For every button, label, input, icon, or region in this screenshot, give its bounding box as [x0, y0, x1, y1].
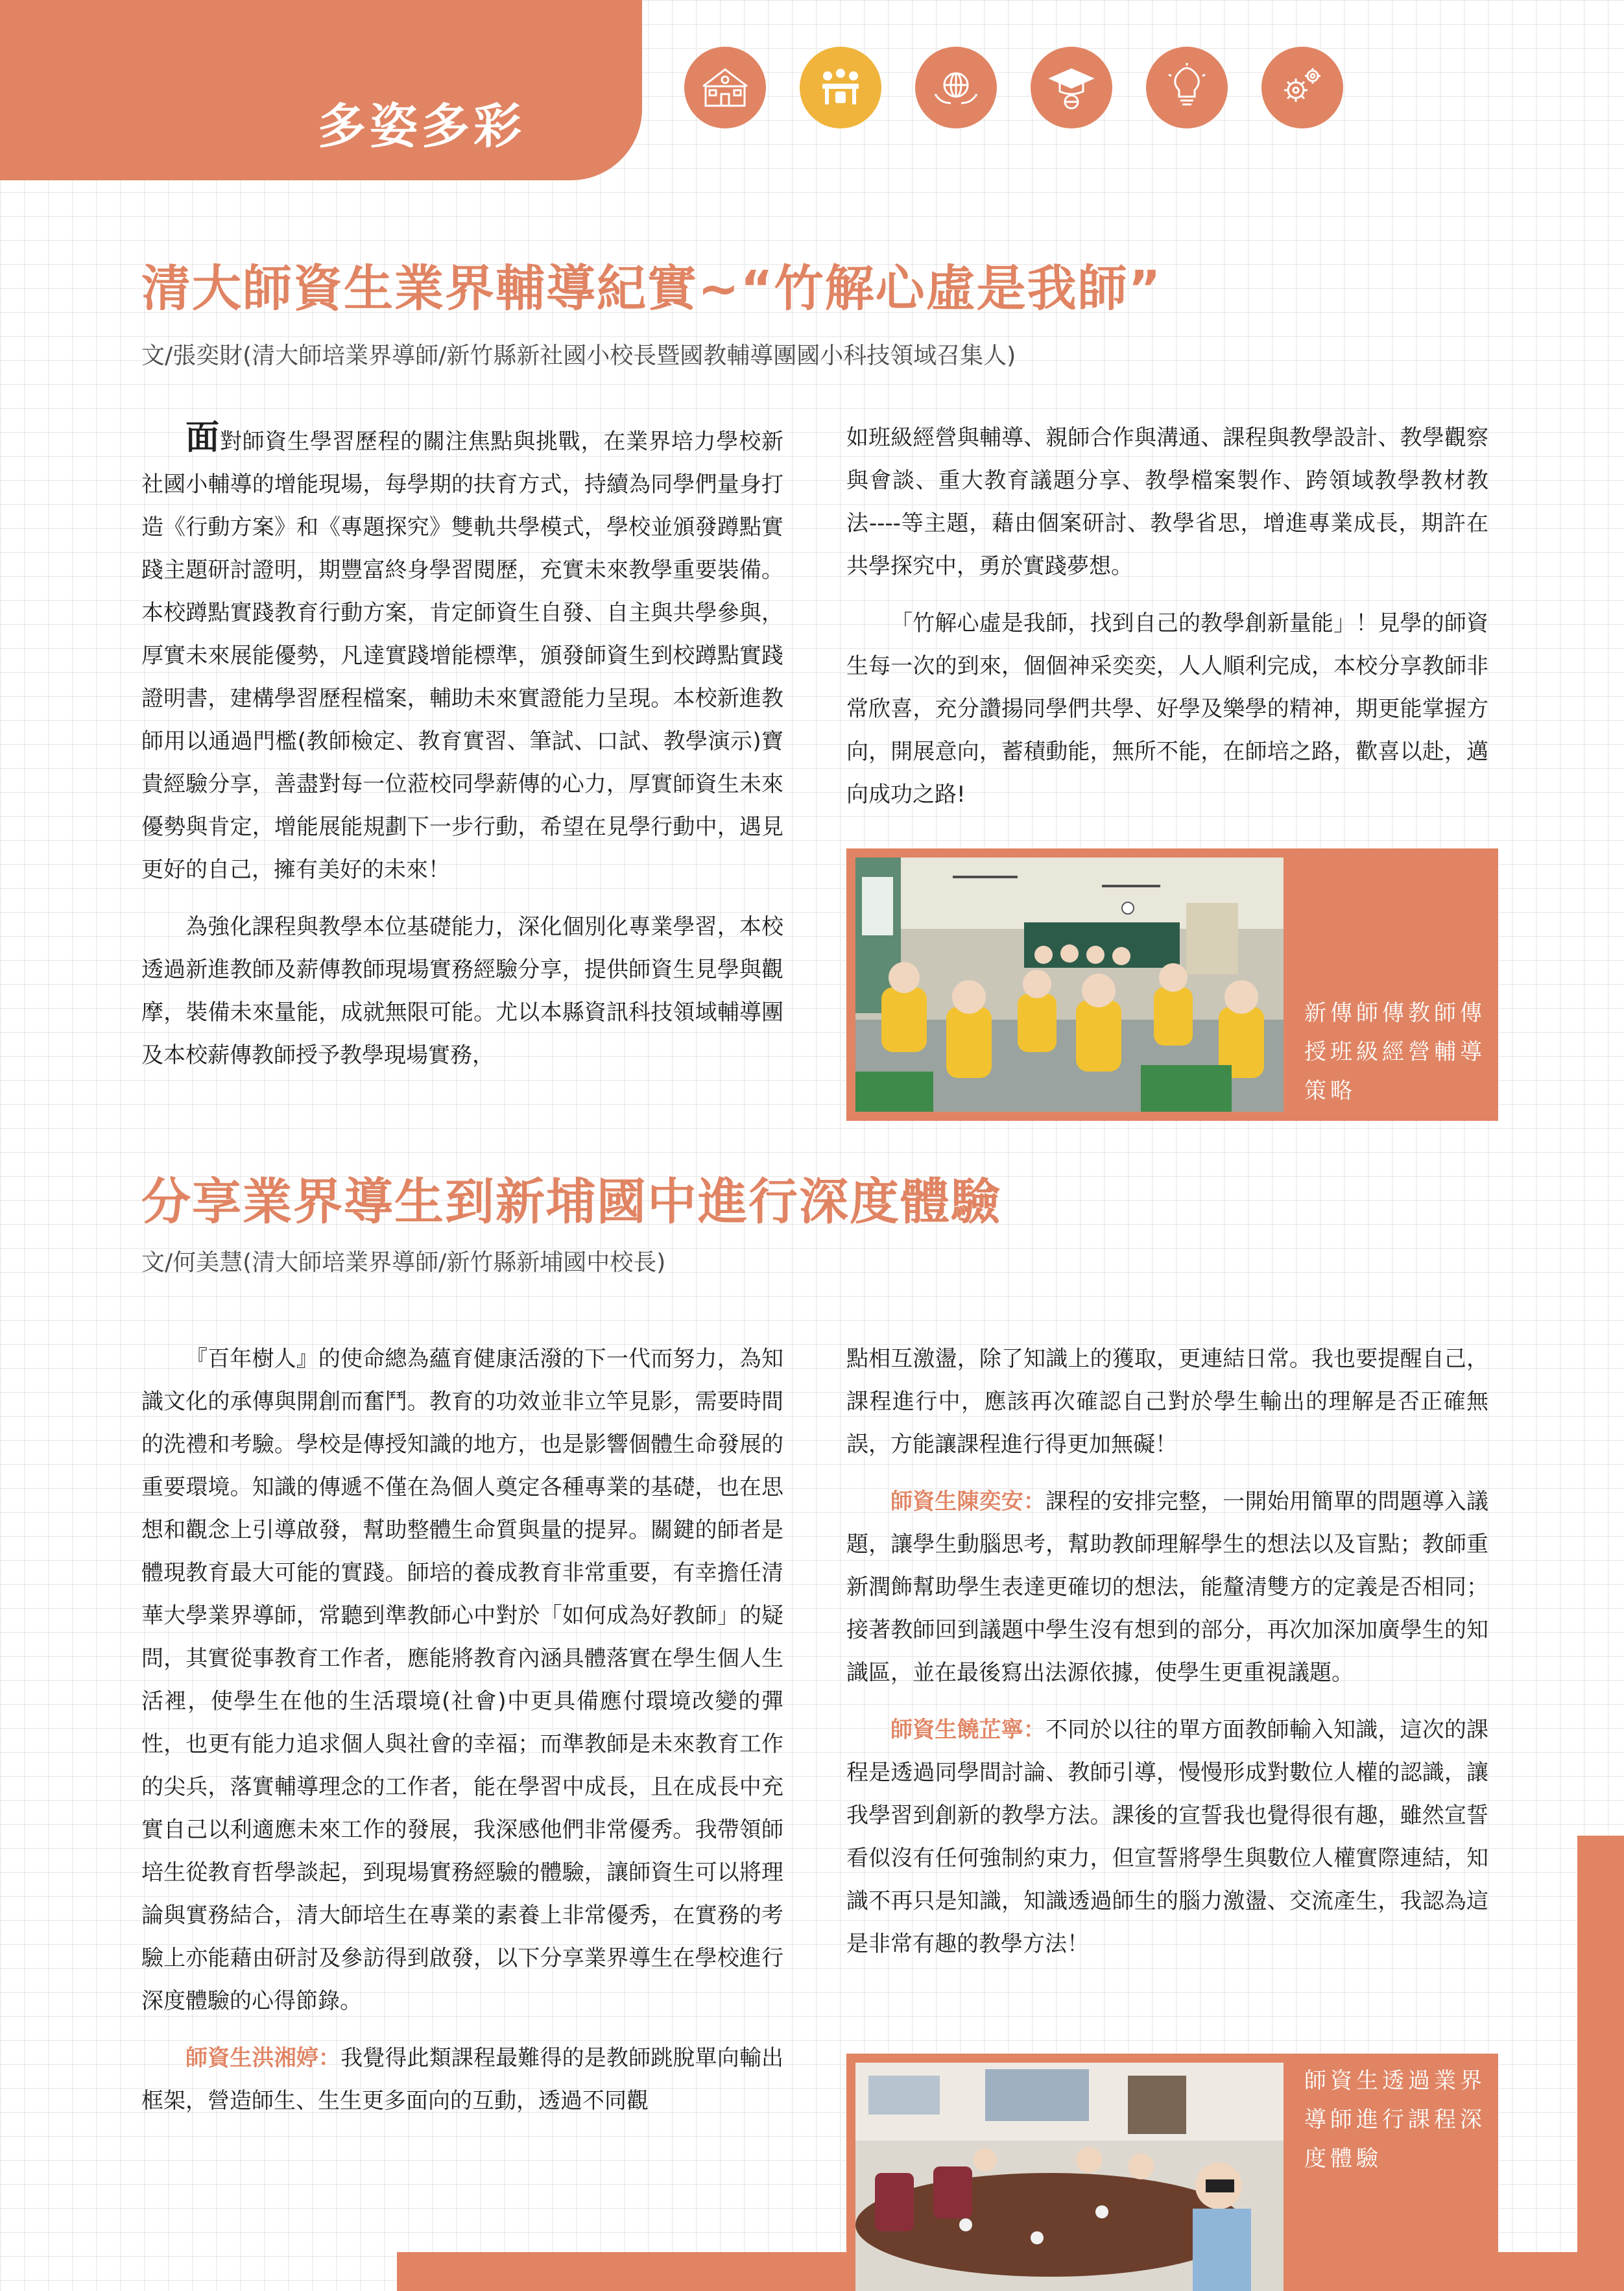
article-2-student-3-comment [846, 1709, 1488, 1965]
gears-icon[interactable] [1261, 47, 1343, 128]
article-1-paragraph-3: 「竹解心虛是我師，找到自己的教學創新量能」！見學的師資生每一次的到來，個個神采奕奕，人人順利完成，本校分享教師非常欣喜，充分讚揚同學們共學、好學及樂學的精神，期更能掌握方向，開展意向，蓄積動能，無所不能，在師培之路，歡喜以赴，邁向成功之路! [846, 610, 1488, 808]
article-2-title: 分享業界導生到新埔國中進行深度體驗 [141, 1173, 1001, 1230]
article-1-paragraph-1 [141, 416, 783, 891]
meeting-table-icon[interactable] [800, 47, 881, 128]
meeting-photo [855, 2063, 1284, 2291]
student-1-text-continued: 點相互激盪，除了知識上的獲取，更連結日常。我也要提醒自己，課程進行中，應該再次確認自己對於學生輸出的理解是否正確無誤，方能讓課程進行得更加無礙！ [846, 1346, 1488, 1457]
graduation-cap-globe-icon[interactable] [1031, 47, 1112, 128]
student-3-name: 師資生饒芷寧： [890, 1717, 1046, 1743]
article-2-student-2-comment [846, 1480, 1488, 1694]
student-1-text: 我覺得此類課程最難得的是教師跳脫單向輸出框架，營造師生、生生更多面向的互動，透過不同觀 [141, 2045, 783, 2114]
article-1-left-column [141, 416, 783, 1091]
student-3-text: 不同於以往的單方面教師輸入知識，這次的課程是透過同學間討論、教師引導，慢慢形成對數位人權的認識，讓我學習到創新的教學方法。課後的宣誓我也覺得很有趣，雖然宣誓看似沒有任何強制約束力，但宣誓將學生與數位人權實際連結，知識不再只是知識，知識透過師生的腦力激盪、交流產生，我認為這是非常有趣的教學方法！ [846, 1717, 1488, 1957]
classroom-photo [855, 858, 1284, 1112]
section-tab-label: 多姿多彩 [318, 99, 525, 154]
student-2-text: 課程的安排完整，一開始用簡單的問題導入議題，讓學生動腦思考，幫助教師理解學生的想法以及盲點；教師重新潤飾幫助學生表達更確切的想法，能釐清雙方的定義是否相同；接著教師回到議題中學生沒有想到的部分，再次加深加廣學生的知識區，並在最後寫出法源依據，使學生更重視議題。 [846, 1489, 1488, 1686]
school-building-icon[interactable] [684, 47, 766, 128]
article-2-byline: 文/何美慧(清大師培業界導師/新竹縣新埔國中校長) [141, 1249, 666, 1276]
article-2-left-column [141, 1337, 783, 2137]
article-1-byline: 文/張奕財(清大師培業界導師/新竹縣新社國小校長暨國教輔導團國小科技領域召集人) [141, 342, 1016, 369]
article-1-photo-caption: 新傳師傳教師傳授班級經營輔導策略 [1304, 1000, 1486, 1104]
globe-hands-icon[interactable] [915, 47, 997, 128]
article-1-paragraph-2: 為強化課程與教學本位基礎能力，深化個別化專業學習，本校透過新進教師及薪傳教師現場實務經驗分享，提供師資生見學與觀摩，裝備未來量能，成就無限可能。尤以本縣資訊科技領域輔導團及本校薪傳教師授予教學現場實務， [141, 914, 783, 1068]
decorative-right-bar [1577, 1836, 1624, 2291]
article-1-right-column [846, 416, 1488, 830]
lightbulb-icon[interactable] [1146, 47, 1228, 128]
article-1-paragraph-1-text: 對師資生學習歷程的關注焦點與挑戰，在業界培力學校新社國小輔導的增能現場，每學期的扶育方式，持續為同學們量身打造《行動方案》和《專題探究》雙軌共學模式，學校並頒發蹲點實踐主題研討證明，期豐富終身學習閱歷，充實未來教學重要裝備。本校蹲點實踐教育行動方案，肯定師資生自發、自主與共學參與，厚實未來展能優勢，凡達實踐增能標準，頒發師資生到校蹲點實踐證明書，建構學習歷程檔案，輔助未來實證能力呈現。本校新進教師用以通過門檻(教師檢定、教育實習、筆試、口試、教學演示)寶貴經驗分享，善盡對每一位蒞校同學薪傳的心力，厚實師資生未來優勢與肯定，增能展能規劃下一步行動，希望在見學行動中，遇見更好的自己，擁有美好的未來！ [141, 429, 783, 883]
article-1-paragraph-2-continued: 如班級經營與輔導、親師合作與溝通、課程與教學設計、教學觀察與會談、重大教育議題分享、教學檔案製作、跨領域教學教材教法----等主題，藉由個案研討、教學省思，增進專業成長，期許在共學探究中，勇於實踐夢想。 [846, 425, 1488, 579]
article-2-student-1-comment [141, 2037, 783, 2122]
article-2-paragraph-1: 『百年樹人』的使命總為蘊育健康活潑的下一代而努力，為知識文化的承傳與開創而奮鬥。教育的功效並非立竿見影，需要時間的洗禮和考驗。學校是傳授知識的地方，也是影響個體生命發展的重要環境。知識的傳遞不僅在為個人奠定各種專業的基礎，也在思想和觀念上引導啟發，幫助整體生命質與量的提昇。關鍵的師者是體現教育最大可能的實踐。師培的養成教育非常重要，有幸擔任清華大學業界導師，常聽到準教師心中對於「如何成為好教師」的疑問，其實從事教育工作者，應能將教育內涵具體落實在學生個人生活裡，使學生在他的生活環境(社會)中更具備應付環境改變的彈性，也更有能力追求個人與社會的幸福；而準教師是未來教育工作的尖兵，落實輔導理念的工作者，能在學習中成長，且在成長中充實自己以利適應未來工作的發展，我深感他們非常優秀。我帶領師培生從教育哲學談起，到現場實務經驗的體驗，讓師資生可以將理論與實務結合，清大師培生在專業的素養上非常優秀，在實務的考驗上亦能藉由研討及參訪得到啟發，以下分享業界導生在學校進行深度體驗的心得節錄。 [141, 1346, 783, 2014]
article-2-photo-frame [846, 2054, 1498, 2291]
article-1-dropcap: 面 [185, 418, 220, 457]
article-2-photo-caption: 師資生透過業界導師進行課程深度體驗 [1304, 2068, 1486, 2172]
article-2-right-column [846, 1337, 1488, 1980]
article-1-photo-frame [846, 848, 1498, 1121]
student-1-name: 師資生洪湘婷： [185, 2045, 341, 2071]
article-1-title: 清大師資生業界輔導紀實~“竹解心虛是我師” [141, 259, 1162, 317]
student-2-name: 師資生陳奕安： [890, 1489, 1046, 1515]
